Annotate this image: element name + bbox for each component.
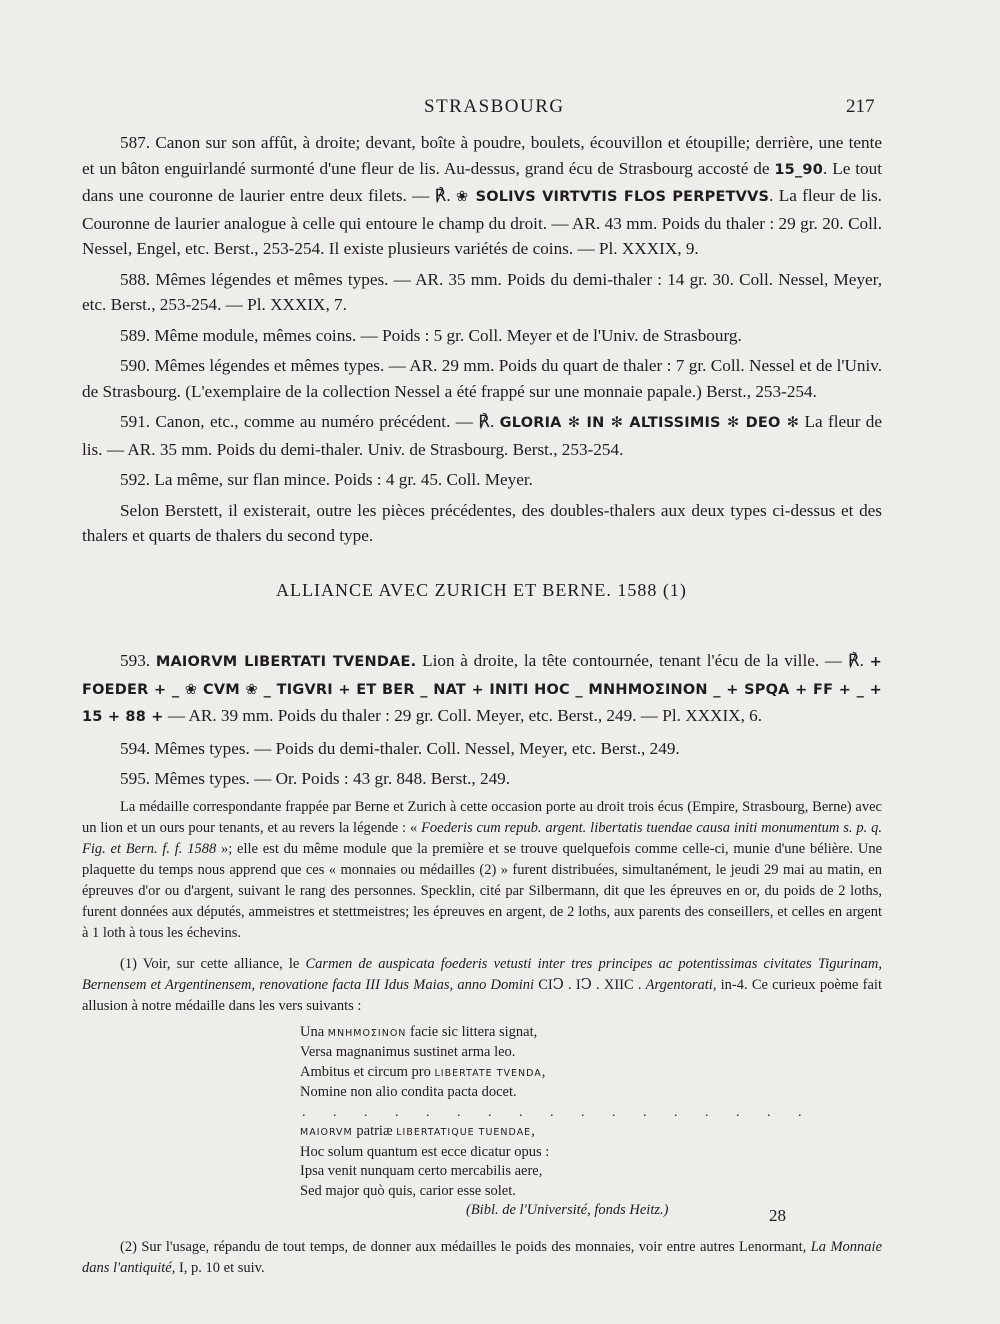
catalog-entries xyxy=(82,130,882,554)
poem-text: , xyxy=(541,1063,546,1080)
entry-588: 588. Mêmes légendes et mêmes types. — AR. 35 mm. Poids du demi-thaler : 14 gr. 30. Coll. Nessel, Meyer, etc. Berst., 253-254. — Pl. XXXIX, 7. xyxy=(82,269,882,314)
entry-587-post: . La fleur de lis. Couronne de laurier analogue à celle qui entoure le champ du droit. — AR. 43 mm. Poids du thaler : 29 gr. 20. Coll. Nessel, Engel, etc. Berst., 253-254. Il existe plusieurs variétés de coins. — Pl. XXXIX, 9. xyxy=(82,186,882,258)
entry-592: 592. La même, sur flan mince. Poids : 4 gr. 45. Coll. Meyer. xyxy=(120,470,533,489)
entry-595: 595. Mêmes types. — Or. Poids : 43 gr. 848. Berst., 249. xyxy=(120,769,511,788)
entry-587-date: 15_90 xyxy=(774,161,823,178)
poem-line-7: Ipsa venit nunquam certo mercabilis aere, xyxy=(300,1163,543,1179)
poem-line-2: Versa magnanimus sustinet arma leo. xyxy=(300,1044,516,1060)
footnote-1-title: Carmen de auspicata foederis vetusti inter tres principes ac potentissimas civitates Tigurinam, Bernensem et Argentinensem, renovatione facta III Idus Maias, anno Domini xyxy=(82,955,883,993)
running-title: STRASBOURG xyxy=(424,96,565,117)
poem-caps: MAIORVM xyxy=(300,1127,353,1138)
berstett-note: Selon Berstett, il existerait, outre les pièces précédentes, des doubles-thalers aux deux types ci-dessus et des thalers et quarts de thalers du second type. xyxy=(82,500,882,545)
alliance-entries xyxy=(82,648,882,1279)
entry-593-text: Lion à droite, la tête contournée, tenant l'écu de la ville. — ℟. xyxy=(416,651,870,670)
poem-caps: MNHMOΣINON xyxy=(327,1027,407,1039)
commentary-legend: Foederis cum repub. argent. libertatis tuendae causa initi monumentum s. p. q. Fig. et Bern. f. f. 1588 xyxy=(82,819,882,857)
section-title: ALLIANCE AVEC ZURICH ET BERNE. 1588 (1) xyxy=(276,580,687,600)
footnote-2 xyxy=(82,1237,882,1279)
poem-caps: LIBERTATE TVENDA xyxy=(434,1067,542,1079)
entry-593-number: 593. xyxy=(120,651,156,670)
entry-593-post: — AR. 39 mm. Poids du thaler : 29 gr. Coll. Meyer, etc. Berst., 249. — Pl. XXXIX, 6. xyxy=(163,706,763,725)
entry-587 xyxy=(82,130,882,262)
entry-587-mid: . Le tout dans une couronne de laurier entre deux filets. — ℟. xyxy=(82,158,882,205)
page-header xyxy=(0,96,1000,126)
page-number: 217 xyxy=(846,96,875,117)
commentary xyxy=(82,797,882,944)
footnote-1-post: , in-4. Ce curieux poème fait allusion à notre médaille dans les vers suivants : xyxy=(82,976,882,1014)
poem-ellipsis: . . . . . . . . . . . . . . . . . xyxy=(302,1104,814,1120)
poem-line-8: Sed major quò quis, carior esse solet. xyxy=(300,1182,516,1199)
commentary-text-2: »; elle est du même module que la première et se trouve quelquefois comme celle-ci, munie d'une bélière. Une plaquette du temps nous apprend que ces « monnaies ou médailles (2) » furent distribuées, simultanément, le jeudi 29 mai au matin, en épreuves d'or ou d'argent, suivant le rang des personnes. Specklin, cité par Silbermann, dit que les épreuves en or, du poids de 2 loths, furent données aux députés, ammeistres et stettmeistres; les épreuves en argent, de 2 loths, aux parents des conseillers, et celles en argent à 1 loth à tous les échevins. xyxy=(82,840,883,941)
poem-text: , xyxy=(531,1123,535,1139)
poem-line-4: Nomine non alio condita pacta docet. xyxy=(300,1084,517,1100)
entry-591-legend: GLORIA ✻ IN ✻ ALTISSIMIS ✻ DEO ✻ xyxy=(499,415,800,431)
poem-line-1 xyxy=(300,1023,882,1044)
poem xyxy=(300,1023,882,1221)
poem-text: facie sic littera signat, xyxy=(406,1023,538,1040)
poem-caps: LIBERTATIQUE TUENDAE xyxy=(396,1127,532,1138)
poem-line-6: Hoc solum quantum est ecce dicatur opus : xyxy=(300,1143,550,1160)
poem-line-5 xyxy=(300,1122,882,1143)
commentary-text: La médaille correspondante frappée par Berne et Zurich à cette occasion porte au droit trois écus (Empire, Strasbourg, Berne) avec un lion et un ours pour tenants, et au revers la légende : « xyxy=(82,798,882,836)
entry-591-text: 591. Canon, etc., comme au numéro précédent. — ℟. xyxy=(120,412,500,431)
poem-text: Ambitus et circum pro xyxy=(300,1063,435,1080)
entry-593 xyxy=(82,648,882,731)
signature-mark: 28 xyxy=(769,1206,786,1225)
entry-593-legend-reverse: + FOEDER + _ ❀ CVM ❀ _ TIGVRI + ET BER _ NAT + INITI HOC _ MNHMOΣINON _ + SPQA + FF + _ + 15 + 88 + xyxy=(82,654,883,725)
poem-line-3 xyxy=(300,1063,882,1084)
footnote-2-title: La Monnaie dans l'antiquité xyxy=(82,1238,883,1276)
footnote-1-place: Argentorati xyxy=(645,976,713,993)
entry-593-legend-obverse: MAIORVM LIBERTATI TVENDAE. xyxy=(155,654,417,670)
entry-587-legend: ❀ SOLIVS VIRTVTIS FLOS PERPETVVS xyxy=(455,189,770,205)
entry-590: 590. Mêmes légendes et mêmes types. — AR. 29 mm. Poids du quart de thaler : 7 gr. Coll. Nessel et de l'Univ. de Strasbourg. (L'exemplaire de la collection Nessel a été frappé sur une monnaie papale.) Berst., 253-254. xyxy=(82,356,882,401)
entry-587-text: 587. Canon sur son affût, à droite; devant, boîte à poudre, boulets, écouvillon et étoupille; derrière, une tente et un bâton enguirlandé surmonté d'une fleur de lis. Au-dessus, grand écu de Strasbourg accosté de xyxy=(82,133,882,178)
poem-text: Una xyxy=(300,1023,328,1040)
poem-text: patriæ xyxy=(352,1123,397,1139)
footnote-1-date: CIↃ . IↃ . XIIC . xyxy=(534,976,646,993)
footnote-2-post: , I, p. 10 et suiv. xyxy=(171,1259,265,1276)
entry-591 xyxy=(82,409,882,462)
footnote-1 xyxy=(82,954,882,1017)
footnote-2-text: (2) Sur l'usage, répandu de tout temps, de donner aux médailles le poids des monnaies, voir entre autres Lenormant, xyxy=(120,1238,811,1255)
poem-source: (Bibl. de l'Université, fonds Heitz.) xyxy=(466,1202,669,1218)
footnote-1-text: (1) Voir, sur cette alliance, le xyxy=(120,955,306,972)
entry-589: 589. Même module, mêmes coins. — Poids : 5 gr. Coll. Meyer et de l'Univ. de Strasbourg. xyxy=(120,325,742,345)
entry-591-post: La fleur de lis. — AR. 35 mm. Poids du demi-thaler. Univ. de Strasbourg. Berst., 253-254. xyxy=(82,412,882,459)
entry-594: 594. Mêmes types. — Poids du demi-thaler. Coll. Nessel, Meyer, etc. Berst., 249. xyxy=(120,738,680,758)
